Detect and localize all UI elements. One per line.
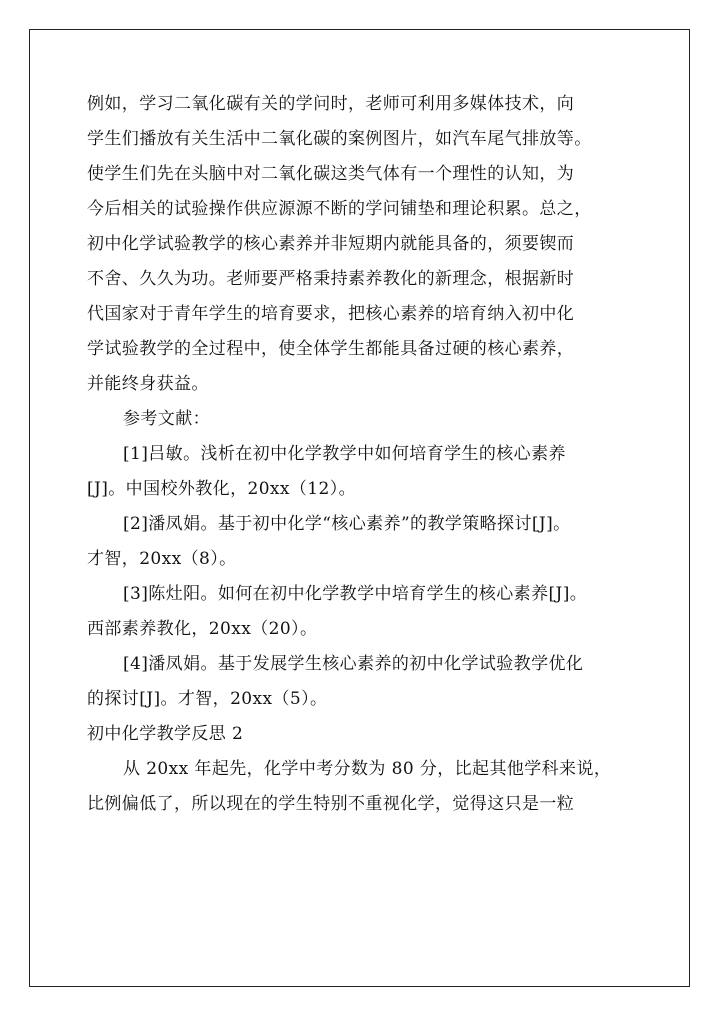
reference-line: [1]吕敏。浅析在初中化学教学中如何培育学生的核心素养 [123,444,566,464]
reference-line: 才智，20xx（8）。 [87,549,237,569]
text-line: 并能终身获益。 [87,374,209,394]
reference-item [87,577,635,647]
reference-line: [2]潘凤娟。基于初中化学“核心素养”的教学策略探讨[J]。 [123,514,571,534]
paragraph-reflection [87,752,635,822]
references-heading [87,402,635,437]
references-heading-text: 参考文献： [123,409,210,429]
reference-item [87,507,635,577]
reference-line: [3]陈灶阳。如何在初中化学教学中培育学生的核心素养[J]。 [123,584,588,604]
reference-line: [J]。中国校外教化，20xx（12）。 [87,479,357,499]
reference-line: 的探讨[J]。才智，20xx（5）。 [87,689,328,709]
text-line: 初中化学试验教学的核心素养并非短期内就能具备的，须要锲而 [87,234,575,254]
text-line: 今后相关的试验操作供应源源不断的学问铺垫和理论积累。总之， [87,199,592,219]
text-line: 使学生们先在头脑中对二氧化碳这类气体有一个理性的认知，为 [87,164,575,184]
text-line: 学生们播放有关生活中二氧化碳的案例图片，如汽车尾气排放等。 [87,129,592,149]
text-line: 例如，学习二氧化碳有关的学问时，老师可利用多媒体技术，向 [87,94,575,114]
text-line: 不舍、久久为功。老师要严格秉持素养教化的新理念，根据新时 [87,269,575,289]
paragraph-conclusion [87,87,635,402]
section-title [87,717,635,752]
text-line: 学试验教学的全过程中，使全体学生都能具备过硬的核心素养， [87,339,575,359]
document-body [87,87,635,822]
text-line: 比例偏低了，所以现在的学生特别不重视化学，觉得这只是一粒 [87,794,575,814]
reference-item [87,647,635,717]
text-line: 从 20xx 年起先，化学中考分数为 80 分，比起其他学科来说， [123,759,612,779]
reference-line: 西部素养教化，20xx（20）。 [87,619,318,639]
text-line: 代国家对于青年学生的培育要求，把核心素养的培育纳入初中化 [87,304,575,324]
reference-item [87,437,635,507]
section-title-text: 初中化学教学反思 2 [87,724,244,744]
reference-line: [4]潘凤娟。基于发展学生核心素养的初中化学试验教学优化 [123,654,584,674]
